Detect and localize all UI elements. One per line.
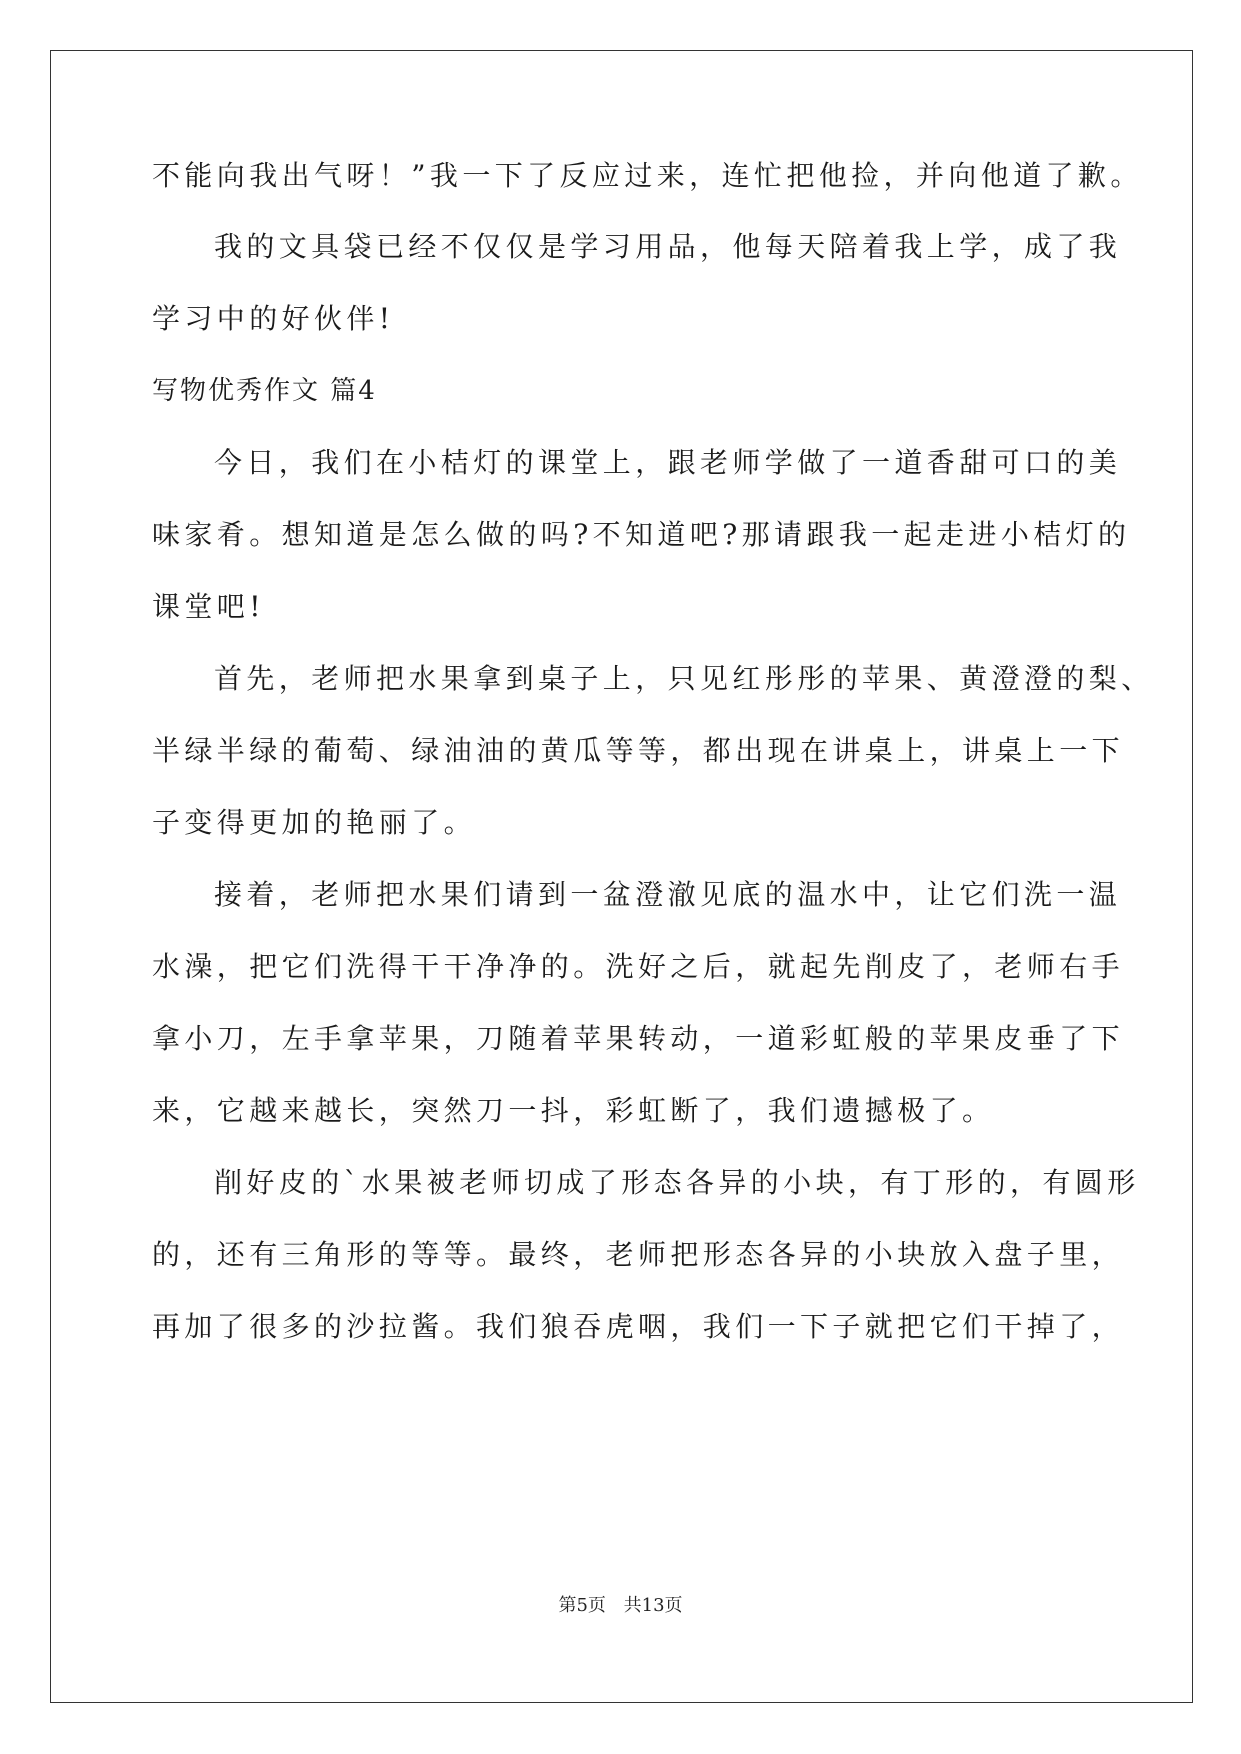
text-line: 味家肴。想知道是怎么做的吗?不知道吧?那请跟我一起走进小桔灯的 — [152, 518, 1131, 551]
page-total: 共13页 — [623, 1595, 683, 1616]
page-footer — [0, 1594, 1241, 1618]
text-line: 我的文具袋已经不仅仅是学习用品，他每天陪着我上学，成了我 — [214, 230, 1122, 263]
text-line: 首先，老师把水果拿到桌子上，只见红彤彤的苹果、黄澄澄的梨、 — [214, 662, 1154, 695]
text-line: 拿小刀，左手拿苹果，刀随着苹果转动，一道彩虹般的苹果皮垂了下 — [152, 1022, 1125, 1055]
text-line: 削好皮的`水果被老师切成了形态各异的小块，有丁形的，有圆形 — [214, 1166, 1140, 1199]
section-heading: 写物优秀作文 篇4 — [152, 376, 377, 406]
text-line: 水澡，把它们洗得干干净净的。洗好之后，就起先削皮了，老师右手 — [152, 950, 1125, 983]
text-line: 课堂吧! — [152, 590, 265, 623]
text-line: 半绿半绿的葡萄、绿油油的黄瓜等等，都出现在讲桌上，讲桌上一下 — [152, 734, 1125, 767]
text-line: 今日，我们在小桔灯的课堂上，跟老师学做了一道香甜可口的美 — [214, 446, 1122, 479]
text-line: 学习中的好伙伴! — [152, 302, 395, 335]
text-line: 子变得更加的艳丽了。 — [152, 806, 477, 839]
text-line: 来，它越来越长，突然刀一抖，彩虹断了，我们遗撼极了。 — [152, 1094, 995, 1127]
text-line: 的，还有三角形的等等。最终，老师把形态各异的小块放入盘子里， — [152, 1238, 1125, 1271]
page-number: 第5页 — [558, 1595, 606, 1616]
text-line: 再加了很多的沙拉酱。我们狼吞虎咽，我们一下子就把它们干掉了， — [152, 1310, 1125, 1343]
text-line: 不能向我出气呀！”我一下了反应过来，连忙把他捡，并向他道了歉。 — [152, 159, 1143, 192]
text-line: 接着，老师把水果们请到一盆澄澈见底的温水中，让它们洗一温 — [214, 878, 1122, 911]
